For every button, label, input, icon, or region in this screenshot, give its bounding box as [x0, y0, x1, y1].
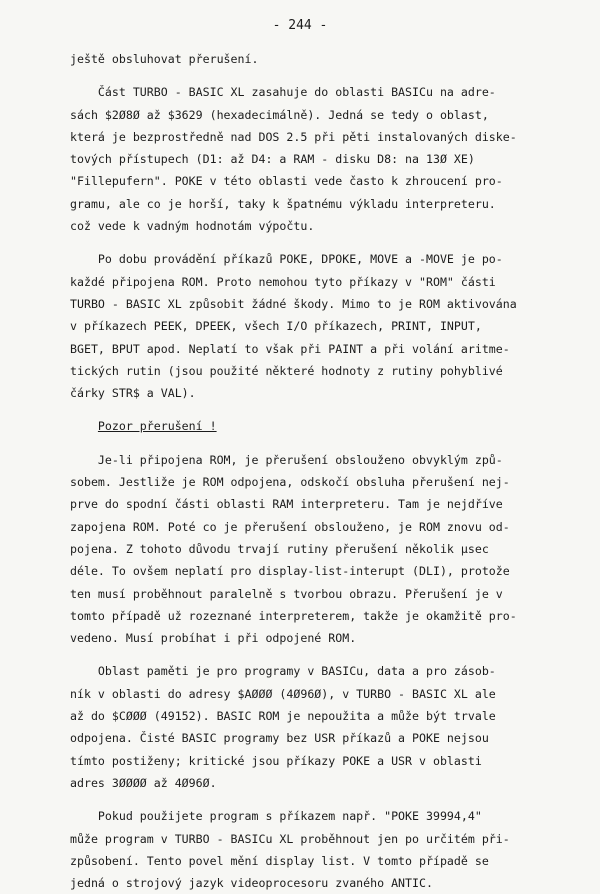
text-line: BGET, BPUT apod. Neplatí to však při PAINT a při volání aritme- — [70, 341, 510, 356]
paragraph-gap — [70, 438, 570, 449]
text-line: což vede k vadným hodnotám výpočtu. — [70, 219, 315, 234]
text-line: "Fillepufern". POKE v této oblasti vede často k zhroucení pro- — [70, 174, 503, 189]
paragraph — [70, 449, 570, 650]
text-line: jedná o strojový jazyk videoprocesoru zvaného ANTIC. — [70, 876, 433, 891]
document-body — [70, 48, 570, 894]
text-line: sách $2Ø8Ø až $3629 (hexadecimálně). Jedná se tedy o oblast, — [70, 107, 489, 122]
text-line: odpojena. Čisté BASIC programy bez USR příkazů a POKE nejsou — [70, 731, 489, 746]
text-line: může program v TURBO - BASICu XL proběhnout jen po určitém při- — [70, 831, 510, 846]
text-line: Pokud použijete program s příkazem např. "POKE 39994,4" — [70, 809, 482, 824]
text-line: ník v oblasti do adresy $AØØØ (4Ø96Ø), v TURBO - BASIC XL ale — [70, 686, 496, 701]
text-line: která je bezprostředně nad DOS 2.5 při pěti instalovaných diske- — [70, 129, 517, 144]
text-line: ještě obsluhovat přerušení. — [70, 52, 259, 66]
paragraph — [70, 660, 570, 794]
text-line: způsobení. Tento povel mění display list. V tomto případě se — [70, 853, 489, 868]
text-line: tických rutin (jsou použité některé hodnoty z rutiny pohyblivé — [70, 363, 503, 378]
heading-line — [70, 415, 570, 437]
section-heading-block — [70, 415, 570, 437]
text-line: vedeno. Musí probíhat i při odpojené ROM. — [70, 631, 357, 646]
text-line: déle. To ovšem neplatí pro display-list-interupt (DLI), protože — [70, 564, 510, 579]
text-line: Po dobu provádění příkazů POKE, DPOKE, MOVE a -MOVE je po- — [70, 252, 503, 267]
paragraph — [70, 48, 570, 70]
text-line: adres 3ØØØØ až 4Ø96Ø. — [70, 775, 217, 790]
text-line: Oblast paměti je pro programy v BASICu, data a pro zásob- — [70, 664, 496, 679]
page-number: - 244 - — [272, 18, 328, 33]
text-line: TURBO - BASIC XL způsobit žádné škody. Mimo to je ROM aktivována — [70, 296, 517, 311]
text-line: sobem. Jestliže je ROM odpojena, odskočí obsluha přerušení nej- — [70, 475, 510, 490]
paragraph-gap — [70, 237, 570, 248]
text-line: tomto případě už rozeznané interpreterem, takže je okamžitě pro- — [70, 608, 517, 623]
paragraph-gap — [70, 649, 570, 660]
paragraph-gap — [70, 794, 570, 805]
text-line: tímto postiženy; kritické jsou příkazy POKE a USR v oblasti — [70, 753, 482, 768]
text-line: v příkazech PEEK, DPEEK, všech I/O příkazech, PRINT, INPUT, — [70, 319, 482, 334]
text-line: Je-li připojena ROM, je přerušení obslouženo obvyklým způ- — [70, 452, 503, 467]
text-line: čárky STR$ a VAL). — [70, 386, 196, 401]
paragraph-gap — [70, 404, 570, 415]
paragraph — [70, 805, 570, 894]
text-line: pojena. Z tohoto důvodu trvají rutiny přerušení několik µsec — [70, 541, 489, 556]
paragraph — [70, 248, 570, 404]
paragraph-gap — [70, 70, 570, 81]
text-line: gramu, ale co je horší, taky k špatnému výkladu interpreteru. — [70, 196, 496, 211]
text-line: ten musí proběhnout paralelně s tvorbou obrazu. Přerušení je v — [70, 586, 503, 601]
text-line: prve do spodní části oblasti RAM interpreteru. Tam je nejdříve — [70, 497, 503, 512]
text-line: každé připojena ROM. Proto nemohou tyto příkazy v "ROM" části — [70, 274, 496, 289]
section-heading: Pozor přerušení ! — [97, 419, 217, 434]
text-line: Část TURBO - BASIC XL zasahuje do oblasti BASICu na adre- — [70, 85, 496, 100]
text-line: zapojena ROM. Poté co je přerušení obslouženo, je ROM znovu od- — [70, 519, 510, 534]
paragraph — [70, 81, 570, 237]
text-line: až do $CØØØ (49152). BASIC ROM je nepoužita a může být trvale — [70, 709, 496, 724]
text-line: tových přístupech (D1: až D4: a RAM - disku D8: na 13Ø XE) — [70, 152, 475, 167]
